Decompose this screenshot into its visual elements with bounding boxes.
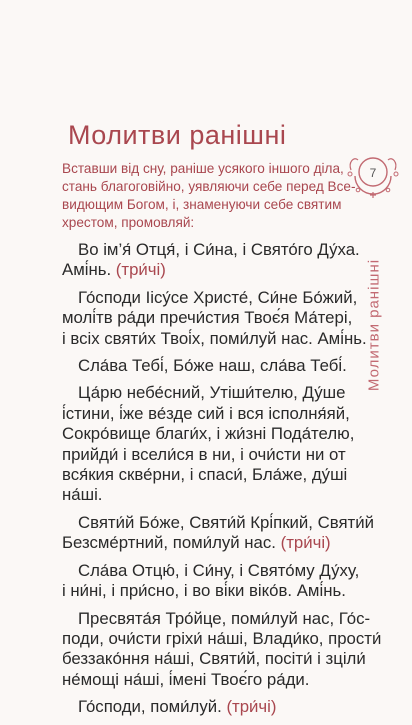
- prayer-paragraph: [62, 240, 360, 281]
- repeat-rubric: (три́чі): [115, 260, 166, 280]
- prayer-line: і́стини, і́же ве́зде сий і вся ісполня́яй,: [62, 403, 350, 423]
- prayer-line: вся́кия скве́рни, і спаси́, Бла́же, ду́ші: [62, 465, 348, 485]
- prayer-paragraph: [62, 697, 352, 717]
- prayer-paragraph: [62, 287, 367, 349]
- intro-line: видющим Богом, і, знаменуючи себе святим: [62, 197, 342, 212]
- repeat-rubric: (три́чі): [226, 697, 277, 717]
- prayer-paragraph: [62, 356, 352, 376]
- prayer-line: і всіх святи́х Твоі́х, поми́луй нас. Амі́нь.: [62, 328, 367, 348]
- prayer-line: не́мощі на́ші, і́мені Твоє́го ра́ди.: [62, 669, 310, 689]
- page-number: 7: [369, 166, 377, 180]
- prayer-line: Сла́ва Отцю́, і Си́ну, і Свято́му Ду́ху,: [78, 560, 360, 580]
- intro-line: Вставши від сну, раніше усякого іншого діла,: [62, 161, 344, 176]
- prayer-line: прийди́ і всели́ся в ни, і очи́сти ни от: [62, 444, 346, 464]
- prayer-paragraph: [62, 383, 355, 505]
- intro-line: стань благоговійно, уявляючи себе перед Все-: [62, 179, 356, 194]
- side-label: Молитви ранішні: [365, 258, 383, 392]
- repeat-rubric: (три́чі): [280, 533, 331, 553]
- prayer-paragraph: [62, 608, 382, 691]
- page-title: Молитви ранішні: [68, 120, 287, 150]
- page-number-badge: [346, 150, 400, 204]
- prayer-line: беззако́ння на́ші, Святи́й, посіти́ і зціли́: [62, 649, 366, 669]
- prayer-line: Безсме́ртний, поми́луй нас.: [62, 533, 281, 553]
- prayer-line: поди, очи́сти гріхи́ на́ші, Влади́ко, прости́: [62, 628, 382, 648]
- prayer-line: Во ім’я́ Отця́, і Си́на, і Свято́го Ду́ха.: [78, 240, 360, 259]
- prayer-line: на́ші.: [62, 485, 103, 505]
- prayer-line: і ни́ні, і при́сно, і во ві́ки віко́в. Амі́нь.: [62, 581, 346, 601]
- side-running-header: [362, 215, 386, 435]
- prayer-line: Сокро́вище благи́х, і жи́зні Пода́телю,: [62, 424, 355, 444]
- prayer-paragraph: [62, 512, 374, 554]
- prayer-line: Сла́ва Тебі́, Бо́же наш, сла́ва Тебі́.: [78, 356, 347, 376]
- intro-line: хрестом, промовляй:: [62, 215, 195, 230]
- prayer-line: Пресвята́я Тро́йце, поми́луй нас, Го́с-: [78, 608, 371, 628]
- prayer-line: Святи́й Бо́же, Святи́й Крі́пкий, Святи́й: [78, 512, 374, 532]
- prayer-line: Ца́рю небе́сний, Утіши́телю, Ду́ше: [78, 383, 346, 403]
- prayer-line: Го́споди, поми́луй.: [78, 697, 227, 717]
- prayer-paragraph: [62, 560, 360, 602]
- prayer-line: молі́тв ра́ди пречи́стия Твоє́я Ма́тері,: [62, 308, 353, 328]
- prayer-line: Амі́нь.: [62, 260, 116, 280]
- intro-rubric: [62, 160, 356, 232]
- prayer-line: Го́споди Іісу́се Христе́, Си́не Бо́жий,: [78, 287, 358, 307]
